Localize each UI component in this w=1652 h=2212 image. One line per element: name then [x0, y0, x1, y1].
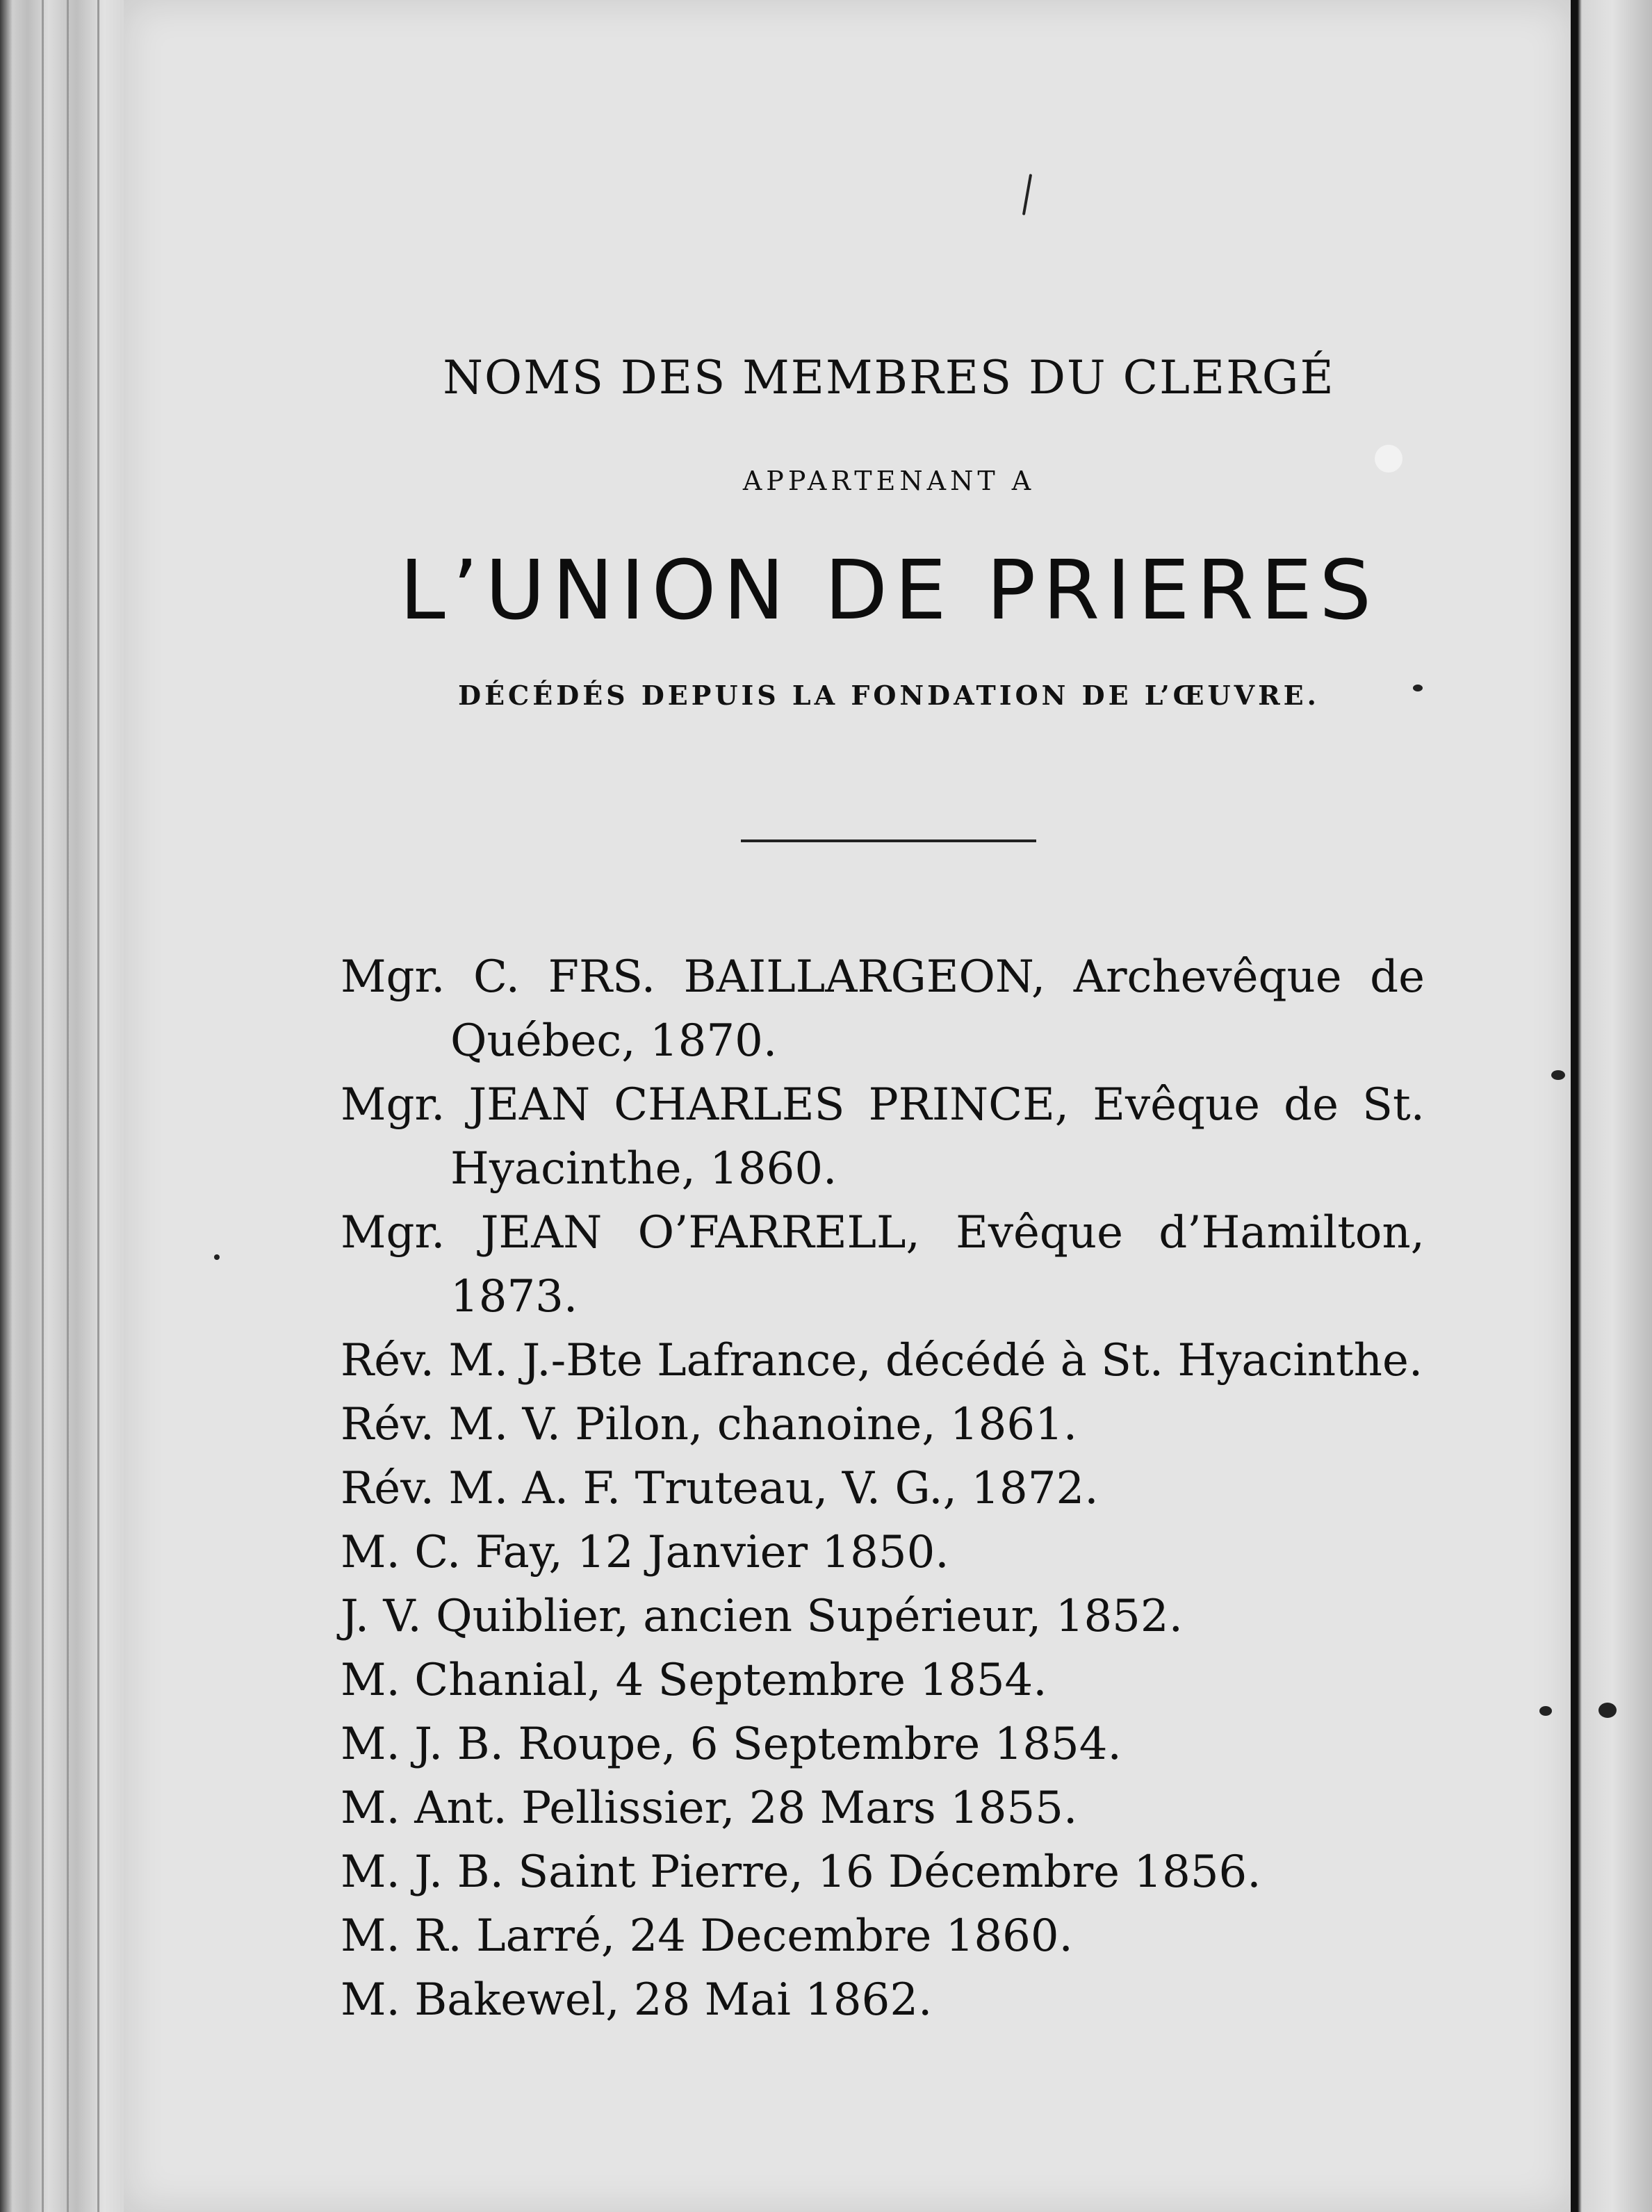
ink-speck — [1539, 1706, 1552, 1716]
heading-subtitle: DÉCÉDÉS DEPUIS LA FONDATION DE L’ŒUVRE. — [458, 680, 1320, 711]
list-item: M. J. B. Roupe, 6 Septembre 1854. — [341, 1719, 1122, 1770]
paper-spot — [1375, 445, 1402, 473]
list-item: M. Bakewel, 28 Mai 1862. — [341, 1974, 933, 2026]
page-edge-line — [42, 0, 44, 2212]
right-page-edge — [1571, 0, 1652, 2212]
list-item: M. Chanial, 4 Septembre 1854. — [341, 1655, 1047, 1706]
page-title: L’UNION DE PRIERES — [399, 542, 1379, 638]
page — [124, 0, 1571, 2212]
list-item: M. Ant. Pellissier, 28 Mars 1855. — [341, 1783, 1078, 1834]
ink-speck — [1022, 174, 1032, 215]
list-item: M. J. B. Saint Pierre, 16 Décembre 1856. — [341, 1846, 1261, 1898]
ink-speck — [214, 1254, 220, 1260]
list-item: M. C. Fay, 12 Janvier 1850. — [341, 1527, 949, 1578]
divider-rule — [741, 839, 1036, 842]
heading-line-1: NOMS DES MEMBRES DU CLERGÉ — [443, 351, 1335, 404]
list-item: Mgr. JEAN CHARLES PRINCE, Evêque de St. Hyacinthe, 1860. — [341, 1079, 1425, 1195]
list-item: Rév. M. V. Pilon, chanoine, 1861. — [341, 1399, 1078, 1450]
list-item: Rév. M. J.-Bte Lafrance, décédé à St. Hyacinthe. — [341, 1335, 1423, 1386]
clergy-list — [341, 945, 1425, 2032]
ink-speck — [1413, 685, 1423, 691]
ink-speck — [1598, 1703, 1617, 1718]
list-item: Rév. M. A. F. Truteau, V. G., 1872. — [341, 1463, 1099, 1514]
list-item: Mgr. JEAN O’FARRELL, Evêque d’Hamilton, 1873. — [341, 1207, 1425, 1322]
page-edge-line — [97, 0, 99, 2212]
heading-line-2: APPARTENANT A — [742, 466, 1036, 496]
list-item: M. R. Larré, 24 Decembre 1860. — [341, 1910, 1073, 1962]
ink-speck — [1551, 1070, 1565, 1080]
page-edge-line — [67, 0, 69, 2212]
list-item: Mgr. C. FRS. BAILLARGEON, Archevêque de Québec, 1870. — [341, 951, 1425, 1067]
list-item: J. V. Quiblier, ancien Supérieur, 1852. — [341, 1591, 1183, 1642]
